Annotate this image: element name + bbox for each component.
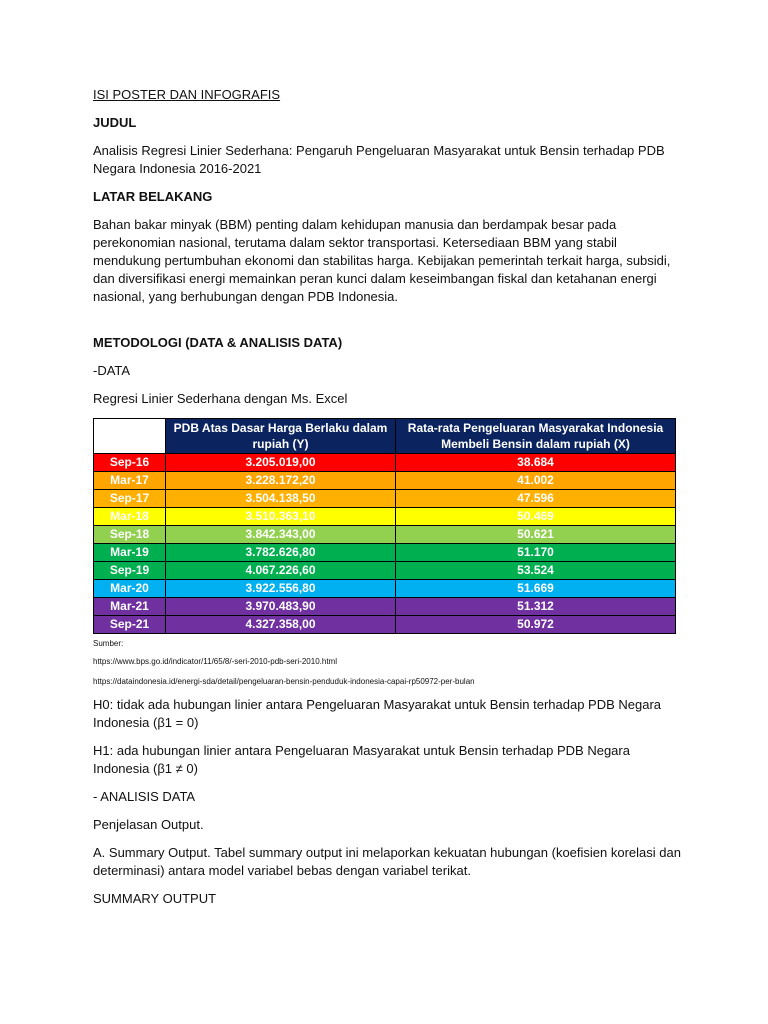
latar-text: Bahan bakar minyak (BBM) penting dalam kehidupan manusia dan berdampak besar pada perekonomian nasional, terutama dalam sektor transportasi. Ketersediaan BBM yang stabil mendukung pertumbuhan ekonomi dan stabilitas harga. Kebijakan pemerintah terkait harga, subsidi, dan diversifikasi energi memainkan peran kunci dalam keseimbangan fiskal dan ketahanan energi nasional, yang berhubungan dengan PDB Indonesia. (93, 217, 671, 304)
summary-desc: A. Summary Output. Tabel summary output ini melaporkan kekuatan hubungan (koefisien korelasi dan determinasi) antara model variabel bebas dengan variabel terikat. (93, 845, 681, 878)
table-cell-y: 3.842.343,00 (166, 526, 396, 544)
data-label: -DATA (93, 363, 131, 378)
table-cell-y: 3.504.138,50 (166, 490, 396, 508)
table-cell-period: Sep-21 (94, 616, 166, 634)
document-title: ISI POSTER DAN INFOGRAFIS (93, 87, 281, 102)
table-cell-x: 51.669 (396, 580, 676, 598)
table-cell-period: Mar-20 (94, 580, 166, 598)
source-link-bps[interactable]: https://www.bps.go.id/indicator/11/65/8/-seri-2010-pdb-seri-2010.html (93, 657, 337, 666)
table-cell-period: Sep-17 (94, 490, 166, 508)
table-cell-y: 3.970.483,90 (166, 598, 396, 616)
table-row (94, 490, 676, 508)
table-cell-period: Mar-21 (94, 598, 166, 616)
table-cell-y: 3.922.556,80 (166, 580, 396, 598)
latar-heading: LATAR BELAKANG (93, 189, 213, 204)
document-page (93, 86, 683, 918)
table-cell-x: 51.170 (396, 544, 676, 562)
judul-heading: JUDUL (93, 115, 137, 130)
source-label: Sumber: (93, 639, 124, 648)
hypothesis-h1: H1: ada hubungan linier antara Pengeluaran Masyarakat untuk Bensin terhadap PDB Negara Indonesia (β1 ≠ 0) (93, 743, 630, 776)
table-cell-y: 3.228.172,20 (166, 472, 396, 490)
table-cell-period: Mar-19 (94, 544, 166, 562)
table-cell-x: 50.621 (396, 526, 676, 544)
hypothesis-h0: H0: tidak ada hubungan linier antara Pengeluaran Masyarakat untuk Bensin terhadap PDB Negara Indonesia (β1 = 0) (93, 697, 662, 730)
table-cell-y: 4.067.226,60 (166, 562, 396, 580)
table-cell-period: Sep-19 (94, 562, 166, 580)
table-row (94, 562, 676, 580)
table-cell-x: 41.002 (396, 472, 676, 490)
header-pengeluaran: Rata-rata Pengeluaran Masyarakat Indonesia Membeli Bensin dalam rupiah (X) (396, 419, 676, 454)
table-row (94, 580, 676, 598)
table-cell-x: 47.596 (396, 490, 676, 508)
source-link-dataindonesia[interactable]: https://dataindonesia.id/energi-sda/detail/pengeluaran-bensin-penduduk-indonesia-capai-rp50972-per-bulan (93, 677, 475, 686)
table-cell-period: Mar-18 (94, 508, 166, 526)
table-cell-y: 4.327.358,00 (166, 616, 396, 634)
table-cell-x: 38.684 (396, 454, 676, 472)
metodologi-heading: METODOLOGI (DATA & ANALISIS DATA) (93, 335, 343, 350)
table-cell-x: 51.312 (396, 598, 676, 616)
table-row (94, 598, 676, 616)
spacer (93, 316, 683, 334)
data-table (93, 418, 676, 634)
table-cell-period: Sep-18 (94, 526, 166, 544)
table-cell-x: 50.972 (396, 616, 676, 634)
table-row (94, 472, 676, 490)
table-cell-period: Sep-16 (94, 454, 166, 472)
table-cell-y: 3.510.363,10 (166, 508, 396, 526)
analysis-label: - ANALISIS DATA (93, 789, 196, 804)
table-row (94, 454, 676, 472)
output-explain: Penjelasan Output. (93, 817, 204, 832)
table-cell-y: 3.205.019,00 (166, 454, 396, 472)
header-pdb: PDB Atas Dasar Harga Berlaku dalam rupiah (Y) (166, 419, 396, 454)
table-row (94, 508, 676, 526)
table-row (94, 616, 676, 634)
table-header-row (94, 419, 676, 454)
header-blank-cell (94, 419, 166, 454)
regresi-subtitle: Regresi Linier Sederhana dengan Ms. Excel (93, 391, 348, 406)
table-cell-x: 53.524 (396, 562, 676, 580)
table-cell-x: 50.469 (396, 508, 676, 526)
table-cell-y: 3.782.626,80 (166, 544, 396, 562)
judul-text: Analisis Regresi Linier Sederhana: Pengaruh Pengeluaran Masyarakat untuk Bensin terhadap PDB Negara Indonesia 2016-2021 (93, 143, 665, 176)
table-cell-period: Mar-17 (94, 472, 166, 490)
summary-title: SUMMARY OUTPUT (93, 891, 217, 906)
table-row (94, 526, 676, 544)
table-row (94, 544, 676, 562)
